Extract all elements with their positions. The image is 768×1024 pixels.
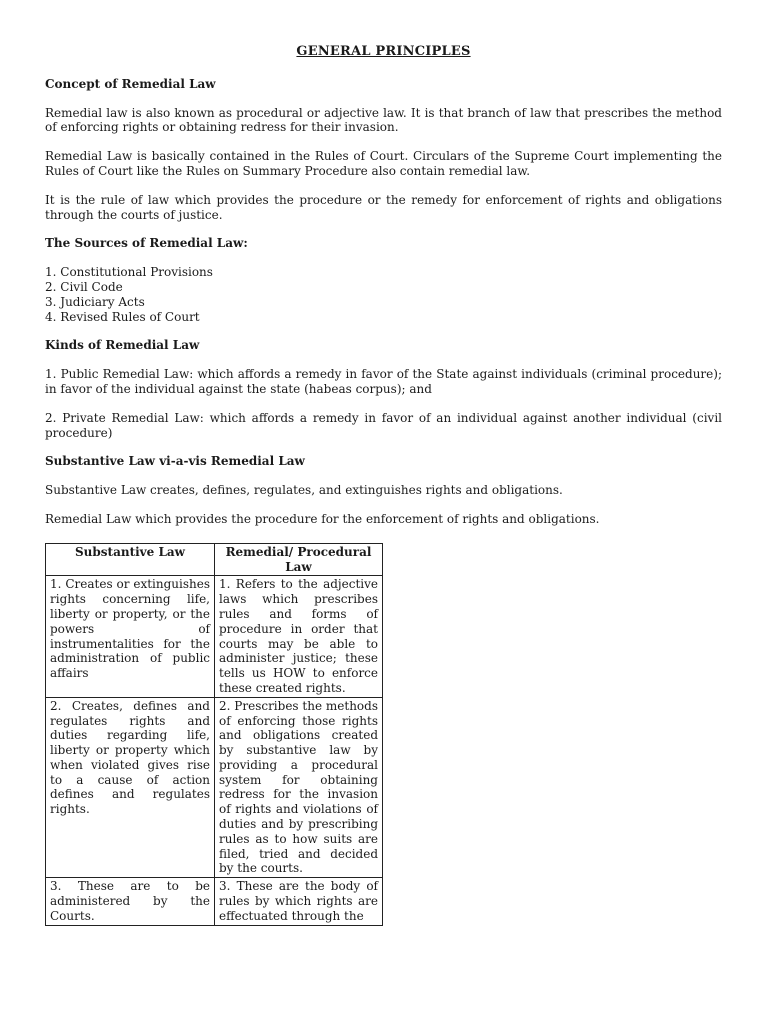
table-cell: 3. These are the body of rules by which rights are effectuated through the [215, 878, 383, 925]
table-row [46, 697, 383, 878]
list-item: 1. Constitutional Provisions [45, 265, 213, 280]
paragraph: Remedial Law is basically contained in the Rules of Court. Circulars of the Supreme Court implementing the Rules of Court like the Rules on Summary Procedure also contain remedial law. [45, 149, 722, 178]
section-heading-sources: The Sources of Remedial Law: [45, 236, 248, 251]
table-row [46, 878, 383, 925]
paragraph: 2. Private Remedial Law: which affords a remedy in favor of an individual against another individual (civil procedure) [45, 410, 722, 440]
document-title: GENERAL PRINCIPLES [296, 44, 471, 59]
table-row [46, 576, 383, 697]
table-cell: 3. These are to be administered by the Courts. [46, 878, 215, 925]
document-page [45, 45, 722, 929]
list-item: 4. Revised Rules of Court [45, 309, 200, 324]
table-cell: 1. Refers to the adjective laws which prescribes rules and forms of procedure in order that courts may be able to administer justice; these tells us HOW to enforce these created rights. [215, 576, 383, 697]
table-cell: 2. Prescribes the methods of enforcing those rights and obligations created by substantive law by providing a procedural system for obtaining redress for the invasion of rights and violations of duties and by prescribing rules as to how suits are filed, tried and decided by the courts. [215, 697, 383, 878]
comparison-table-container [45, 541, 385, 929]
column-header-substantive: Substantive Law [46, 543, 215, 576]
paragraph: Substantive Law creates, defines, regulates, and extinguishes rights and obligations. [45, 483, 563, 498]
section-heading-kinds: Kinds of Remedial Law [45, 338, 200, 353]
column-header-remedial: Remedial/ Procedural Law [215, 543, 383, 576]
paragraph: 1. Public Remedial Law: which affords a remedy in favor of the State against individuals (criminal procedure); in favor of the individual against the state (habeas corpus); and [45, 367, 722, 396]
paragraph: It is the rule of law which provides the procedure or the remedy for enforcement of rights and obligations through the courts of justice. [45, 192, 722, 222]
sources-list [45, 265, 722, 324]
table-cell: 2. Creates, defines and regulates rights and duties regarding life, liberty or property which when violated gives rise to a cause of action defines and regulates rights. [46, 697, 215, 878]
paragraph: Remedial law is also known as procedural or adjective law. It is that branch of law that prescribes the method of enforcing rights or obtaining redress for their invasion. [45, 105, 722, 135]
comparison-table [45, 543, 383, 926]
paragraph: Remedial Law which provides the procedure for the enforcement of rights and obligations. [45, 511, 600, 526]
section-heading-substantive: Substantive Law vi-a-vis Remedial Law [45, 454, 305, 469]
table-header-row [46, 543, 383, 576]
section-heading-concept: Concept of Remedial Law [45, 76, 216, 91]
list-item: 3. Judiciary Acts [45, 294, 145, 309]
list-item: 2. Civil Code [45, 279, 123, 294]
table-cell: 1. Creates or extinguishes rights concerning life, liberty or property, or the powers of instrumentalities for the administration of public affairs [46, 576, 215, 697]
